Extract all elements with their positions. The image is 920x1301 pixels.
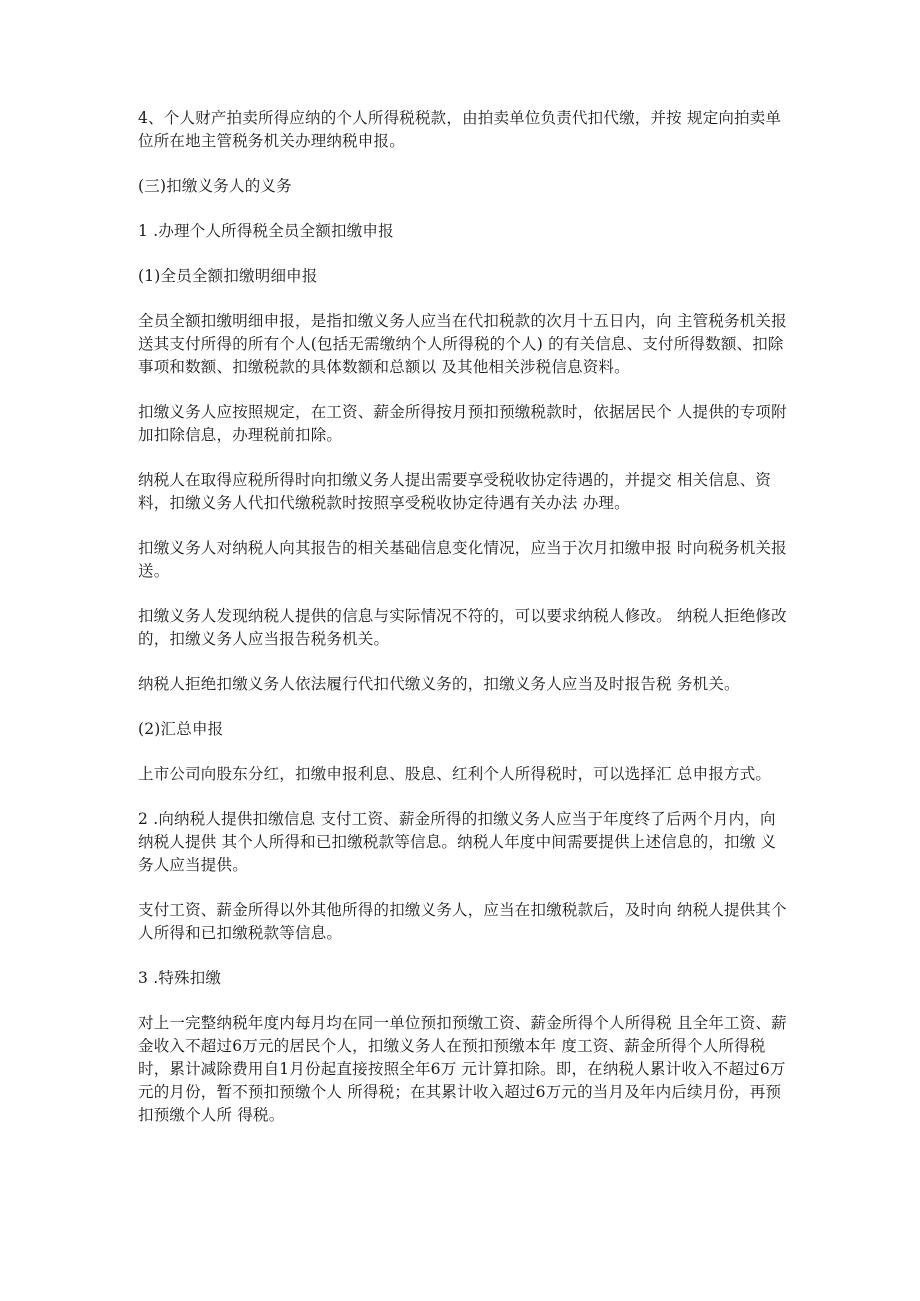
subheading-detailed-declaration: (1)全员全额扣缴明细申报 [138,267,318,285]
paragraph-provide-withholding-info: 2 .向纳税人提供扣缴信息 支付工资、薪金所得的扣缴义务人应当于年度终了后两个月内，向纳税人提供 其个人所得和已扣缴税款等信息。纳税人年度中间需要提供上述信息的，扣缴 义务人应当提供。 [138,810,777,874]
document-body [138,107,788,1149]
paragraph-refusal-report: 纳税人拒绝扣缴义务人依法履行代扣代缴义务的，扣缴义务人应当及时报告税 务机关。 [138,675,740,693]
heading-full-withholding-declaration: 1 .办理个人所得税全员全额扣缴申报 [138,222,394,240]
paragraph-auction-tax: 4、个人财产拍卖所得应纳的个人所得税税款，由拍卖单位负责代扣代缴，并按 规定向拍卖单位所在地主管税务机关办理纳税申报。 [138,109,782,150]
paragraph-tax-treaty: 纳税人在取得应税所得时向扣缴义务人提出需要享受税收协定待遇的，并提交 相关信息、资料，扣缴义务人代扣代缴税款时按照享受税收协定待遇有关办法 办理。 [138,471,772,512]
heading-special-withholding: 3 .特殊扣缴 [138,969,222,987]
paragraph-special-deduction: 扣缴义务人应按照规定，在工资、薪金所得按月预扣预缴税款时，依据居民个 人提供的专项附加扣除信息，办理税前扣除。 [138,403,787,444]
subheading-summary-declaration: (2)汇总申报 [138,720,224,738]
paragraph-special-withholding-rule: 对上一完整纳税年度内每月均在同一单位预扣预缴工资、薪金所得个人所得税 且全年工资、薪金收入不超过6万元的居民个人，扣缴义务人在预扣预缴本年 度工资、薪金所得个人所得税时，累计减除费用自1月份起直接按照全年6万 元计算扣除。即，在纳税人累计收入不超过6万元的月份，暂不预扣预缴个人 所得税；在其累计收入超过6万元的当月及年内后续月份，再预扣预缴个人所 得税。 [138,1014,787,1124]
paragraph-info-mismatch: 扣缴义务人发现纳税人提供的信息与实际情况不符的，可以要求纳税人修改。 纳税人拒绝修改的，扣缴义务人应当报告税务机关。 [138,607,787,648]
paragraph-listed-company-dividend: 上市公司向股东分红，扣缴申报利息、股息、红利个人所得税时，可以选择汇 总申报方式。 [138,765,772,783]
paragraph-detailed-declaration-definition: 全员全额扣缴明细申报，是指扣缴义务人应当在代扣税款的次月十五日内，向 主管税务机关报送其支付所得的所有个人(包括无需缴纳个人所得税的个人) 的有关信息、支付所得数额、扣除事项和数额、扣缴税款的具体数额和总额以 及其他相关涉税信息资料。 [138,312,787,376]
paragraph-other-income-info: 支付工资、薪金所得以外其他所得的扣缴义务人，应当在扣缴税款后，及时向 纳税人提供其个人所得和已扣缴税款等信息。 [138,901,787,942]
paragraph-info-change: 扣缴义务人对纳税人向其报告的相关基础信息变化情况，应当于次月扣缴申报 时向税务机关报送。 [138,539,787,580]
section-heading-withholding-obligations: (三)扣缴义务人的义务 [138,177,292,195]
